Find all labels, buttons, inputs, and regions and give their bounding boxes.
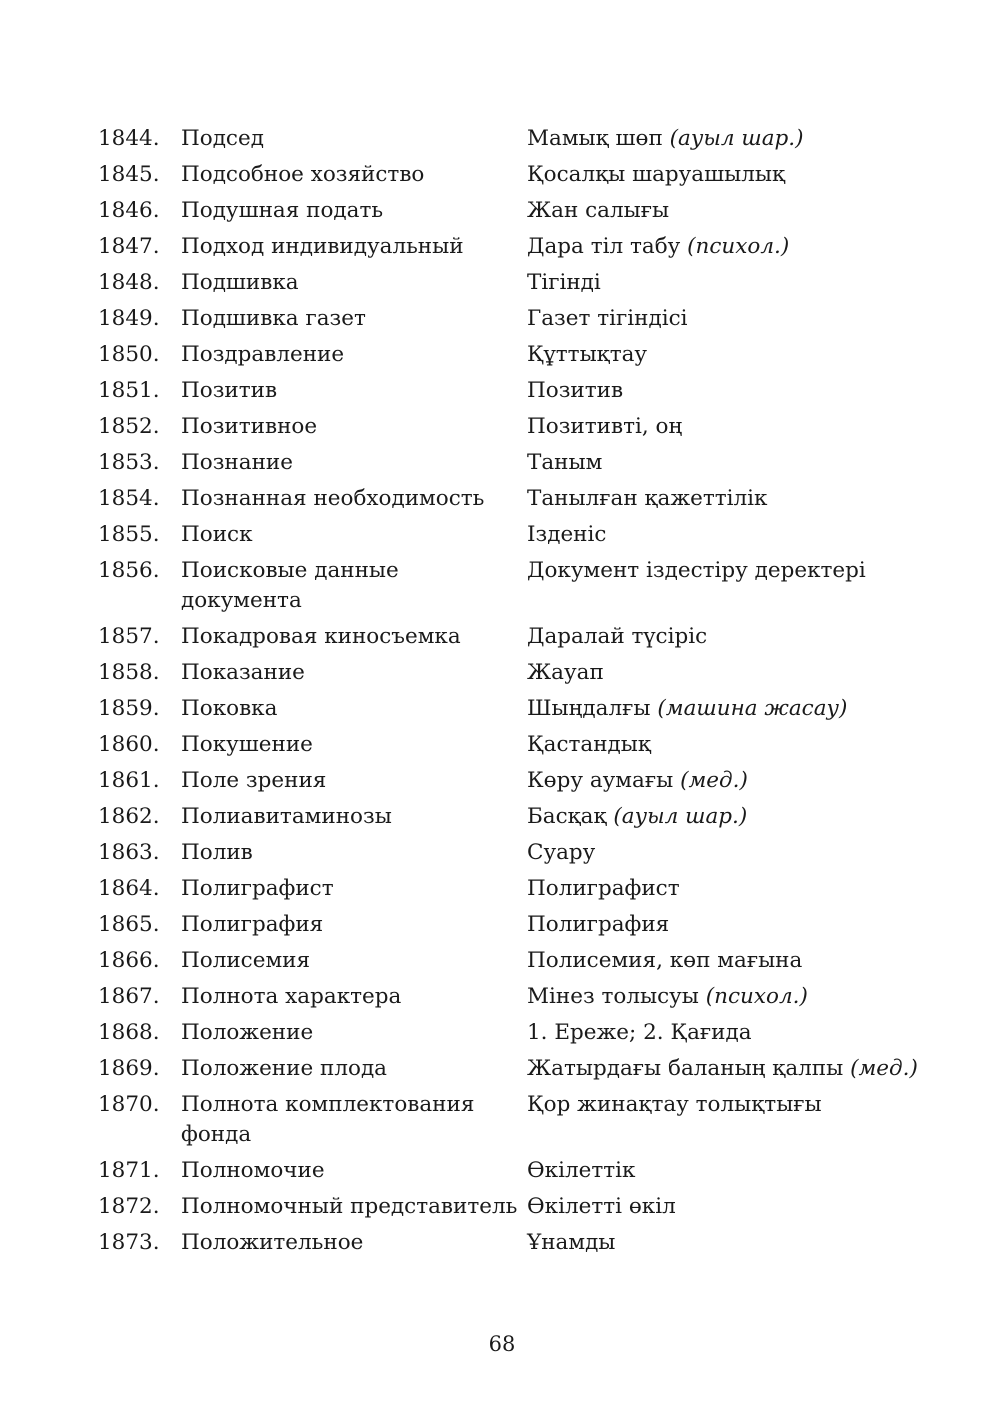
kazakh-translation-cell [527, 982, 918, 1012]
kazakh-translation-cell [527, 520, 918, 550]
entry-number: 1869. [98, 1056, 160, 1081]
entry-row [98, 694, 918, 724]
entry-row [98, 1228, 918, 1258]
russian-term: Поисковые данные документа [181, 558, 399, 613]
kazakh-translation-cell [527, 232, 918, 262]
russian-term: Подушная подать [181, 198, 384, 223]
entry-row [98, 874, 918, 904]
kazakh-translation-cell [527, 946, 918, 976]
russian-term: Полнота комплектования фонда [181, 1092, 475, 1147]
kazakh-translation-cell [527, 910, 918, 940]
entry-number: 1849. [98, 306, 160, 331]
kazakh-term: Газет тігіндісі [527, 306, 688, 331]
entry-number: 1845. [98, 162, 160, 187]
kazakh-term: Қастандық [527, 732, 651, 757]
russian-term: Покушение [181, 732, 313, 757]
entry-number: 1848. [98, 270, 160, 295]
entry-number: 1868. [98, 1020, 160, 1045]
entry-row [98, 946, 918, 976]
entry-number: 1850. [98, 342, 160, 367]
russian-term: Поиск [181, 522, 253, 547]
entry-row [98, 766, 918, 796]
kazakh-term: Позитив [527, 378, 624, 403]
russian-term: Полиграфия [181, 912, 324, 937]
domain-note: (психол.) [687, 234, 790, 259]
kazakh-term: Жауап [527, 660, 604, 685]
kazakh-term: Полисемия, көп мағына [527, 948, 803, 973]
entry-number: 1855. [98, 522, 160, 547]
kazakh-translation-cell [527, 268, 918, 298]
russian-term: Познание [181, 450, 293, 475]
domain-note: (психол.) [705, 984, 808, 1009]
entry-number: 1872. [98, 1194, 160, 1219]
entry-number: 1856. [98, 558, 160, 583]
kazakh-term: Қор жинақтау толықтығы [527, 1092, 822, 1117]
domain-note: (ауыл шар.) [613, 804, 748, 829]
russian-term: Поле зрения [181, 768, 327, 793]
russian-term: Подход индивидуальный [181, 234, 464, 259]
entry-number: 1853. [98, 450, 160, 475]
russian-term: Подсед [181, 126, 264, 151]
entry-row [98, 340, 918, 370]
russian-term: Полнота характера [181, 984, 402, 1009]
kazakh-term: Суару [527, 840, 596, 865]
kazakh-term: Жан салығы [527, 198, 670, 223]
kazakh-term: Тігінді [527, 270, 601, 295]
entry-row [98, 910, 918, 940]
russian-term: Полиграфист [181, 876, 334, 901]
kazakh-translation-cell [527, 1054, 918, 1084]
entry-number: 1846. [98, 198, 160, 223]
kazakh-translation-cell [527, 448, 918, 478]
entry-row [98, 982, 918, 1012]
kazakh-term: Танылған қажеттілік [527, 486, 768, 511]
kazakh-translation-cell [527, 730, 918, 760]
domain-note: (мед.) [680, 768, 748, 793]
kazakh-translation-cell [527, 1192, 918, 1222]
entry-number: 1866. [98, 948, 160, 973]
entry-number: 1854. [98, 486, 160, 511]
entry-list [98, 124, 918, 1264]
entry-row [98, 1018, 918, 1048]
kazakh-translation-cell [527, 376, 918, 406]
entry-number: 1844. [98, 126, 160, 151]
russian-term: Полиавитаминозы [181, 804, 392, 829]
entry-row [98, 304, 918, 334]
entry-number: 1863. [98, 840, 160, 865]
kazakh-term: Шыңдалғы [527, 696, 651, 721]
entry-row [98, 1054, 918, 1084]
kazakh-translation-cell [527, 766, 918, 796]
entry-number: 1857. [98, 624, 160, 649]
entry-number: 1858. [98, 660, 160, 685]
domain-note: (мед.) [850, 1056, 918, 1081]
russian-term: Подшивка [181, 270, 299, 295]
entry-row [98, 1156, 918, 1186]
kazakh-translation-cell [527, 484, 918, 514]
entry-row [98, 412, 918, 442]
kazakh-term: Полиграфист [527, 876, 680, 901]
kazakh-translation-cell [527, 622, 918, 652]
entry-number: 1861. [98, 768, 160, 793]
kazakh-translation-cell [527, 124, 918, 154]
russian-term: Полисемия [181, 948, 311, 973]
russian-term: Полномочный представитель [181, 1194, 518, 1219]
russian-term: Положение плода [181, 1056, 388, 1081]
kazakh-translation-cell [527, 412, 918, 442]
russian-term: Познанная необходимость [181, 486, 485, 511]
kazakh-translation-cell [527, 1090, 918, 1150]
entry-row [98, 622, 918, 652]
domain-note: (ауыл шар.) [669, 126, 804, 151]
russian-term: Полномочие [181, 1158, 325, 1183]
kazakh-term: Жатырдағы баланың қалпы [527, 1056, 844, 1081]
domain-note: (машина жасау) [657, 696, 848, 721]
entry-number: 1871. [98, 1158, 160, 1183]
kazakh-translation-cell [527, 658, 918, 688]
russian-term: Положительное [181, 1230, 364, 1255]
kazakh-term: Мінез толысуы [527, 984, 699, 1009]
kazakh-translation-cell [527, 694, 918, 724]
russian-term: Покадровая киносъемка [181, 624, 461, 649]
entry-number: 1870. [98, 1092, 160, 1117]
entry-row [98, 232, 918, 262]
russian-term: Показание [181, 660, 305, 685]
entry-row [98, 196, 918, 226]
entry-row [98, 376, 918, 406]
entry-number: 1865. [98, 912, 160, 937]
kazakh-translation-cell [527, 196, 918, 226]
kazakh-term: Полиграфия [527, 912, 670, 937]
kazakh-translation-cell [527, 874, 918, 904]
kazakh-term: 1. Ереже; 2. Қағида [527, 1020, 752, 1045]
entry-row [98, 124, 918, 154]
kazakh-translation-cell [527, 340, 918, 370]
kazakh-translation-cell [527, 556, 918, 616]
russian-term: Позитивное [181, 414, 318, 439]
entry-number: 1859. [98, 696, 160, 721]
kazakh-translation-cell [527, 304, 918, 334]
russian-term: Подшивка газет [181, 306, 366, 331]
kazakh-translation-cell [527, 1156, 918, 1186]
kazakh-term: Қосалқы шаруашылық [527, 162, 786, 187]
kazakh-term: Өкілеттік [527, 1158, 636, 1183]
entry-row [98, 484, 918, 514]
entry-number: 1873. [98, 1230, 160, 1255]
kazakh-translation-cell [527, 838, 918, 868]
entry-row [98, 520, 918, 550]
entry-row [98, 658, 918, 688]
entry-number: 1852. [98, 414, 160, 439]
russian-term: Подсобное хозяйство [181, 162, 425, 187]
entry-row [98, 268, 918, 298]
entry-number: 1860. [98, 732, 160, 757]
kazakh-translation-cell [527, 160, 918, 190]
kazakh-term: Басқақ [527, 804, 607, 829]
page-number: 68 [488, 1332, 516, 1356]
kazakh-translation-cell [527, 802, 918, 832]
kazakh-term: Таным [527, 450, 603, 475]
kazakh-term: Ұнамды [527, 1230, 616, 1255]
entry-number: 1847. [98, 234, 160, 259]
russian-term: Полив [181, 840, 253, 865]
russian-term: Положение [181, 1020, 314, 1045]
russian-term: Поковка [181, 696, 278, 721]
entry-row [98, 838, 918, 868]
entry-row [98, 1090, 918, 1150]
kazakh-term: Документ іздестіру деректері [527, 558, 866, 583]
kazakh-term: Мамық шөп [527, 126, 663, 151]
entry-row [98, 1192, 918, 1222]
entry-number: 1864. [98, 876, 160, 901]
kazakh-term: Дара тіл табу [527, 234, 681, 259]
entry-row [98, 160, 918, 190]
entry-number: 1851. [98, 378, 160, 403]
kazakh-term: Ізденіс [527, 522, 607, 547]
entry-row [98, 556, 918, 616]
kazakh-term: Құттықтау [527, 342, 648, 367]
russian-term: Позитив [181, 378, 278, 403]
entry-row [98, 730, 918, 760]
kazakh-translation-cell [527, 1018, 918, 1048]
kazakh-term: Позитивті, оң [527, 414, 683, 439]
kazakh-term: Көру аумағы [527, 768, 674, 793]
entry-row [98, 802, 918, 832]
entry-number: 1867. [98, 984, 160, 1009]
kazakh-translation-cell [527, 1228, 918, 1258]
entry-row [98, 448, 918, 478]
kazakh-term: Өкілетті өкіл [527, 1194, 676, 1219]
entry-number: 1862. [98, 804, 160, 829]
kazakh-term: Даралай түсіріс [527, 624, 708, 649]
russian-term: Поздравление [181, 342, 345, 367]
